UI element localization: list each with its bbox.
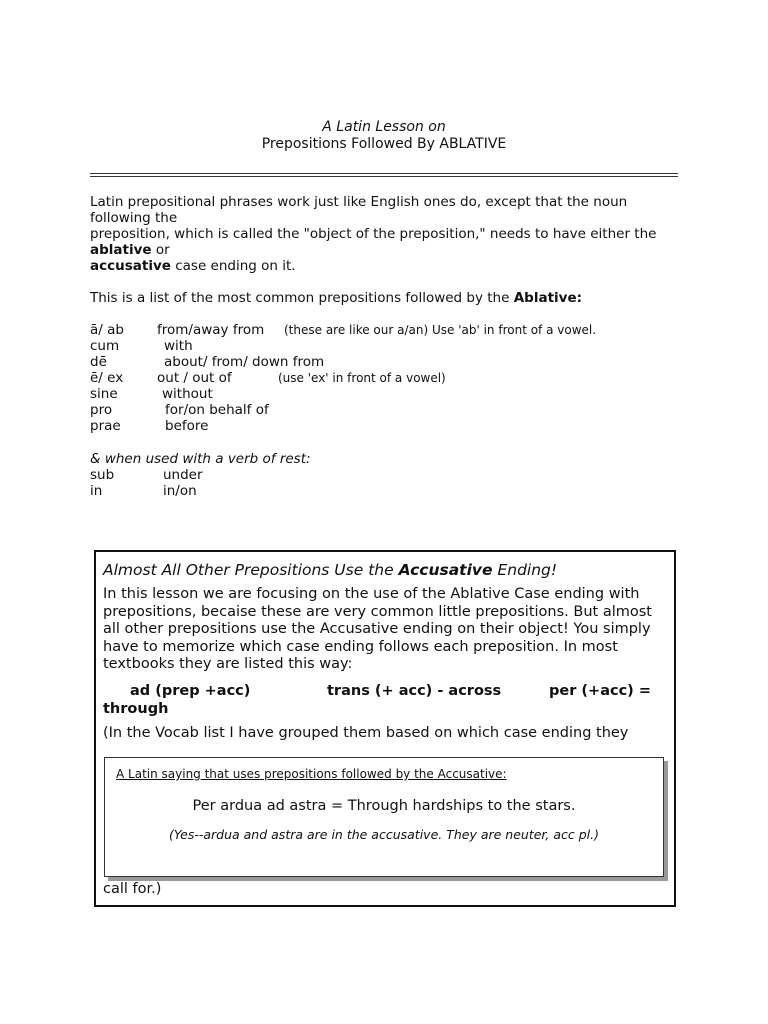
english-meaning: before: [165, 418, 209, 434]
usage-note: (use 'ex' in front of a vowel): [278, 371, 446, 385]
latin-word: prae: [90, 418, 121, 434]
latin-word: cum: [90, 338, 120, 354]
latin-word: ā/ ab: [90, 322, 124, 338]
english-meaning: with: [164, 338, 193, 354]
latin-word: pro: [90, 402, 113, 418]
latin-word: dē: [90, 354, 107, 370]
list-item: [90, 402, 690, 418]
latin-word: ē/ ex: [90, 370, 124, 386]
latin-saying: Per ardua ad astra = Through hardships to the stars.: [192, 798, 576, 814]
english-meaning: in/on: [163, 483, 197, 499]
saying-note: (Yes--ardua and astra are in the accusative. They are neuter, acc pl.): [169, 827, 599, 842]
list-item: [90, 418, 690, 434]
ablative-label: Ablative:: [513, 290, 583, 306]
usage-note: (these are like our a/an) Use 'ab' in front of a vowel.: [284, 323, 597, 337]
title-line-1: A Latin Lesson on: [322, 119, 446, 135]
accusative-emphasis: Accusative: [398, 561, 493, 579]
latin-word: sub: [90, 467, 115, 483]
intro-line-3: preposition, which is called the "object of the preposition," needs to have either the: [90, 226, 657, 242]
box-heading: Almost All Other Prepositions Use the Accusative Ending!: [103, 561, 558, 579]
list-item: [90, 467, 390, 483]
list-item: [90, 354, 690, 370]
intro-line-2: following the: [90, 210, 178, 226]
english-meaning: about/ from/ down from: [164, 354, 325, 370]
list-item: [90, 370, 690, 386]
formula-per: per (+acc) =: [549, 683, 651, 699]
ablative-preposition-list: [90, 322, 690, 434]
english-meaning: out / out of: [157, 370, 232, 386]
lesson-title: [0, 119, 768, 153]
list-item: [90, 322, 690, 338]
rest-preposition-list: [90, 467, 390, 499]
english-meaning: without: [162, 386, 213, 402]
intro-line-4: ablative or: [90, 242, 170, 258]
list-item: [90, 338, 690, 354]
preposition-formulas: [103, 682, 668, 700]
divider-top: [90, 173, 678, 174]
list-item: [90, 483, 390, 499]
english-meaning: under: [163, 467, 203, 483]
formula-ad: ad (prep +acc): [130, 683, 251, 699]
english-meaning: for/on behalf of: [165, 402, 269, 418]
english-meaning: from/away from: [157, 322, 265, 338]
formula-trans: trans (+ acc) - across: [327, 683, 502, 699]
rest-verb-lead: & when used with a verb of rest:: [90, 451, 311, 467]
vocab-note-end: call for.): [103, 881, 162, 897]
saying-label: A Latin saying that uses prepositions followed by the Accusative:: [116, 767, 507, 781]
box-paragraph: In this lesson we are focusing on the use of the Ablative Case ending with prepositions, becaise these are very common little prepositions. But almost all other prepositions use the Accusative ending on their object! You simply have to memorize which case ending follows each preposition. In most textbooks they are listed this way:: [103, 586, 652, 672]
formula-per-continued: through: [103, 701, 169, 717]
list-item: [90, 386, 690, 402]
intro-line-5: accusative case ending on it.: [90, 258, 296, 274]
latin-word: in: [90, 483, 103, 499]
ablative-term: ablative: [90, 242, 152, 258]
list-lead: This is a list of the most common prepositions followed by the Ablative:: [90, 290, 583, 306]
intro-line-1: Latin prepositional phrases work just like English ones do, except that the noun: [90, 194, 628, 210]
latin-word: sine: [90, 386, 118, 402]
divider-bottom: [90, 176, 678, 177]
vocab-note-start: (In the Vocab list I have grouped them based on which case ending they: [103, 725, 629, 741]
accusative-term: accusative: [90, 258, 171, 274]
intro-paragraph: [90, 194, 680, 274]
title-line-2: Prepositions Followed By ABLATIVE: [261, 136, 507, 152]
